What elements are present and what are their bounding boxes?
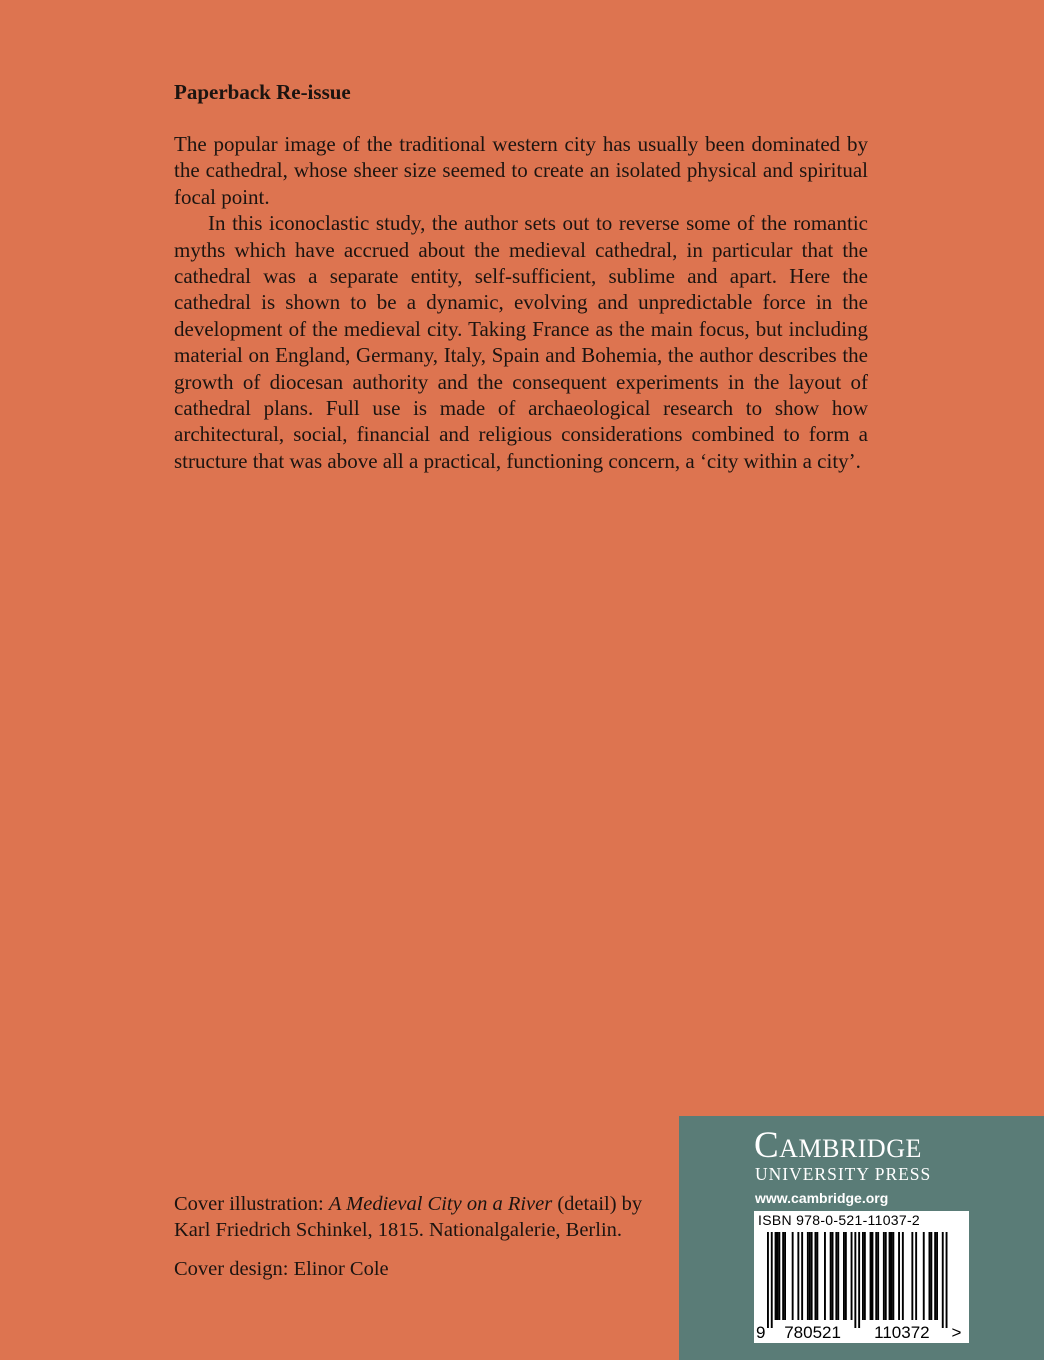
barcode-bar xyxy=(777,1232,779,1320)
barcode-digits: 780521 xyxy=(784,1323,841,1342)
barcode-bar xyxy=(775,1232,777,1320)
credit-detail: (detail) by Karl Friedrich Schinkel, 1815. Nationalgalerie, Berlin. xyxy=(174,1193,643,1242)
isbn-barcode xyxy=(754,1211,969,1343)
isbn-label: ISBN 978-0-521-11037-2 xyxy=(758,1212,920,1228)
description-paragraph-1: The popular image of the traditional western city has usually been dominated by the cathedral, whose sheer size seemed to create an isolated physical and spiritual focal point. xyxy=(174,132,868,209)
barcode-bar xyxy=(885,1232,887,1320)
barcode-bar xyxy=(778,1232,780,1320)
barcode-bar xyxy=(891,1232,893,1320)
barcode-bar xyxy=(898,1232,900,1320)
barcode-bar xyxy=(902,1232,904,1320)
painting-title: A Medieval City on a River xyxy=(328,1193,553,1215)
cover-heading: Paperback Re-issue xyxy=(174,80,351,104)
barcode-graphic xyxy=(754,1211,969,1343)
barcode-bar xyxy=(864,1232,866,1320)
barcode-bar xyxy=(792,1232,794,1320)
barcode-bar xyxy=(815,1232,817,1320)
description-paragraph-2: In this iconoclastic study, the author sets out to reverse some of the romantic myths which have accrued about the medieval cathedral, in particular that the cathedral was a separate entity, self-sufficient, sublime and apart. Here the cathedral is shown to be a dynamic, evolving and unpredictable force in the development of the medieval city. Taking France as the main focus, but including material on England, Germany, Italy, Spain and Bohemia, the author describes the growth of diocesan authority and the consequent experiments in the layout of cathedral plans. Full use is made of archaeological research to show how architectural, social, financial and religious considerations combined to form a structure that was above all a practical, functioning concern, a ‘city within a city’. xyxy=(174,211,868,473)
barcode-bar xyxy=(883,1232,885,1320)
barcode-bar xyxy=(911,1232,913,1320)
barcode-guard-bar xyxy=(767,1232,769,1328)
barcode-bar xyxy=(837,1232,839,1320)
barcode-bar xyxy=(843,1232,845,1320)
barcode-guard-bar xyxy=(946,1232,948,1328)
barcode-digits: 110372 xyxy=(874,1323,930,1342)
barcode-guard-bar xyxy=(942,1232,944,1328)
barcode-bar xyxy=(877,1232,879,1320)
barcode-bar xyxy=(845,1232,847,1320)
barcode-bar xyxy=(784,1232,786,1320)
publisher-website: www.cambridge.org xyxy=(755,1190,889,1206)
cover-credits xyxy=(174,1191,644,1282)
cover-design-credit: Cover design: Elinor Cole xyxy=(174,1257,389,1280)
barcode-bar xyxy=(870,1232,872,1320)
barcode-bar xyxy=(872,1232,874,1320)
barcode-bar xyxy=(832,1232,834,1320)
barcode-bar xyxy=(809,1232,811,1320)
credit-prefix: Cover illustration: xyxy=(174,1193,329,1215)
barcode-bar xyxy=(851,1232,853,1320)
barcode-guard-bar xyxy=(771,1232,773,1328)
barcode-bar xyxy=(923,1232,925,1320)
barcode-digits: 9 xyxy=(756,1323,766,1342)
barcode-bar xyxy=(835,1232,837,1320)
barcode-bar xyxy=(816,1232,818,1320)
barcode-bar xyxy=(862,1232,864,1320)
barcode-bar xyxy=(936,1232,938,1320)
barcode-bar xyxy=(797,1232,799,1320)
barcode-bar xyxy=(807,1232,809,1320)
publisher-panel xyxy=(679,1116,1044,1360)
publisher-logo-name: Cambridge xyxy=(754,1125,922,1166)
barcode-bar xyxy=(782,1232,784,1320)
barcode-bar xyxy=(824,1232,826,1320)
publisher-subtitle: UNIVERSITY PRESS xyxy=(755,1164,932,1184)
barcode-bar xyxy=(811,1232,813,1320)
barcode-guard-bar xyxy=(854,1232,856,1328)
cover-illustration-credit xyxy=(174,1191,644,1244)
barcode-bar xyxy=(830,1232,832,1320)
book-description xyxy=(174,131,868,474)
barcode-guard-bar xyxy=(858,1232,860,1328)
barcode-bar xyxy=(930,1232,932,1320)
barcode-bar xyxy=(934,1232,936,1320)
barcode-bar xyxy=(892,1232,894,1320)
barcode-bar xyxy=(929,1232,931,1320)
barcode-quiet-zone-marker: > xyxy=(951,1323,962,1342)
barcode-bar xyxy=(875,1232,877,1320)
barcode-bar xyxy=(915,1232,917,1320)
barcode-bar xyxy=(801,1232,803,1320)
barcode-bar xyxy=(889,1232,891,1320)
